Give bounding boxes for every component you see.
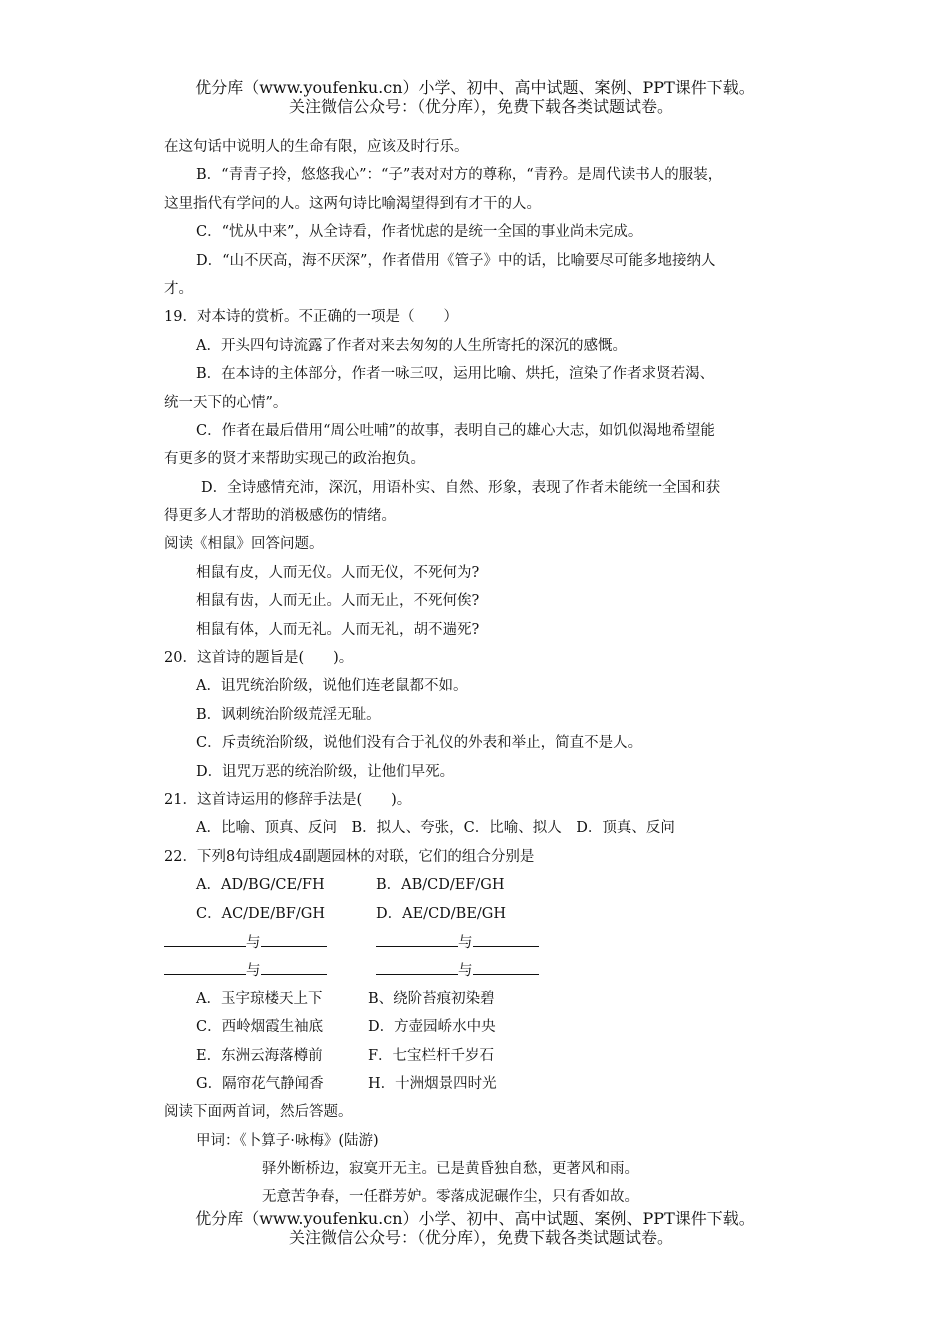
couplet-row <box>164 1013 794 1041</box>
answer-blank[interactable] <box>376 956 458 975</box>
question-19-option-d-line-2: 得更多人才帮助的消极感伤的情绪。 <box>164 508 396 525</box>
yu-label: 与 <box>458 963 473 980</box>
prev-option-d-line-2: 才。 <box>164 280 193 297</box>
answer-blank[interactable] <box>164 956 246 975</box>
answer-blank[interactable] <box>473 928 539 947</box>
couplet-row <box>164 1042 794 1070</box>
couplet-item-e: E．东洲云海落樽前 <box>196 1047 323 1064</box>
document-body <box>164 133 794 1212</box>
footer-line-1: 优分库（www.youfenku.cn）小学、初中、高中试题、案例、PPT课件下载。 <box>195 1209 755 1228</box>
prev-option-c: C．“忧从中来”，从全诗看，作者忧虑的是统一全国的事业尚未完成。 <box>196 224 643 241</box>
poem-line-3: 相鼠有体，人而无礼。人而无礼，胡不遄死? <box>196 621 480 638</box>
ci-line-1: 驿外断桥边，寂寞开无主。已是黄昏独自愁，更著风和雨。 <box>262 1161 639 1178</box>
couplet-item-h: H．十洲烟景四时光 <box>368 1075 497 1092</box>
couplet-item-d: D．方壶园峤水中央 <box>368 1019 496 1036</box>
answer-blanks-row-2 <box>164 956 794 984</box>
poem-line-1: 相鼠有皮，人而无仪。人而无仪，不死何为? <box>196 564 480 581</box>
question-19-option-b-line-1: B．在本诗的主体部分，作者一咏三叹，运用比喻、烘托，渲染了作者求贤若渴、 <box>196 366 715 383</box>
answer-blank[interactable] <box>164 928 246 947</box>
answer-blank[interactable] <box>376 928 458 947</box>
question-21-stem: 21．这首诗运用的修辞手法是( )。 <box>164 791 412 808</box>
couplet-item-b: B、绕阶苔痕初染碧 <box>368 990 495 1007</box>
answer-blank[interactable] <box>261 956 327 975</box>
poem-line-2: 相鼠有齿，人而无止。人而无止，不死何俟? <box>196 593 480 610</box>
question-21-options: A．比喻、顶真、反问 B．拟人、夸张，C．比喻、拟人 D．顶真、反问 <box>196 820 675 837</box>
question-19-option-b-line-2: 统一天下的心情”。 <box>164 394 288 411</box>
question-19-option-c-line-1: C．作者在最后借用“周公吐哺”的故事，表明自己的雄心大志，如饥似渴地希望能 <box>196 422 715 439</box>
couplet-row <box>164 985 794 1013</box>
yu-label: 与 <box>458 934 473 951</box>
xiangshu-intro: 阅读《相鼠》回答问题。 <box>164 536 324 553</box>
question-22-options-row-2 <box>164 900 794 928</box>
page-header <box>0 78 950 116</box>
question-20-stem: 20．这首诗的题旨是( )。 <box>164 650 354 667</box>
couplet-item-a: A．玉宇琼楼天上下 <box>196 990 323 1007</box>
footer-line-2: 关注微信公众号：（优分库），免费下载各类试题试卷。 <box>288 1228 673 1247</box>
page-footer <box>0 1209 950 1247</box>
couplet-row <box>164 1070 794 1098</box>
question-22-option-d: D．AE/CD/BE/GH <box>376 905 507 922</box>
question-19-option-c-line-2: 有更多的贤才来帮助实现己的政治抱负。 <box>164 451 425 468</box>
question-22-option-a: A．AD/BG/CE/FH <box>196 877 325 894</box>
ci-line-2: 无意苦争春，一任群芳妒。零落成泥碾作尘，只有香如故。 <box>262 1189 639 1206</box>
answer-blanks-row-1 <box>164 928 794 956</box>
answer-pair-right <box>376 956 539 985</box>
question-19-option-a: A．开头四句诗流露了作者对来去匆匆的人生所寄托的深沉的感慨。 <box>196 337 627 354</box>
answer-pair-right <box>376 928 539 957</box>
couplet-item-g: G．隔帘花气静闻香 <box>196 1075 324 1092</box>
prev-option-b-line-1: B．“青青子拎，悠悠我心”：“子”表对对方的尊称，“青矜。是周代读书人的服装， <box>196 167 723 184</box>
question-22-option-c: C．AC/DE/BF/GH <box>196 905 325 922</box>
answer-blank[interactable] <box>473 956 539 975</box>
couplet-item-f: F．七宝栏杆千岁石 <box>368 1047 495 1064</box>
question-20-option-d: D．诅咒万恶的统治阶级，让他们早死。 <box>196 763 455 780</box>
answer-blank[interactable] <box>261 928 327 947</box>
yu-label: 与 <box>246 934 261 951</box>
ci-intro: 阅读下面两首词，然后答题。 <box>164 1104 353 1121</box>
yu-label: 与 <box>246 963 261 980</box>
header-line-2: 关注微信公众号：（优分库），免费下载各类试题试卷。 <box>288 97 673 116</box>
prev-option-a-tail: 在这句话中说明人的生命有限，应该及时行乐。 <box>164 139 469 155</box>
question-20-option-a: A．诅咒统治阶级，说他们连老鼠都不如。 <box>196 678 468 695</box>
prev-option-d-line-1: D．“山不厌高，海不厌深”，作者借用《管子》中的话，比喻要尽可能多地接纳人 <box>196 252 716 269</box>
prev-option-b-line-2: 这里指代有学问的人。这两句诗比喻渴望得到有才干的人。 <box>164 195 541 212</box>
couplet-item-c: C．西岭烟霞生袖底 <box>196 1019 324 1036</box>
ci-jia-title: 甲词：《卜算子·咏梅》(陆游) <box>196 1132 379 1149</box>
question-20-option-b: B．讽刺统治阶级荒淫无耻。 <box>196 706 381 723</box>
question-19-stem: 19．对本诗的赏析。不正确的一项是（ ） <box>164 309 458 326</box>
question-19-option-d-line-1: D．全诗感情充沛，深沉，用语朴实、自然、形象，表现了作者未能统一全国和获 <box>201 479 721 496</box>
question-22-options-row-1 <box>164 871 794 899</box>
header-line-1: 优分库（www.youfenku.cn）小学、初中、高中试题、案例、PPT课件下载。 <box>195 78 755 97</box>
question-20-option-c: C．斥责统治阶级，说他们没有合于礼仪的外表和举止，简直不是人。 <box>196 735 643 752</box>
question-22-stem: 22．下列8句诗组成4副题园林的对联，它们的组合分别是 <box>164 848 535 865</box>
question-22-option-b: B．AB/CD/EF/GH <box>376 877 505 894</box>
